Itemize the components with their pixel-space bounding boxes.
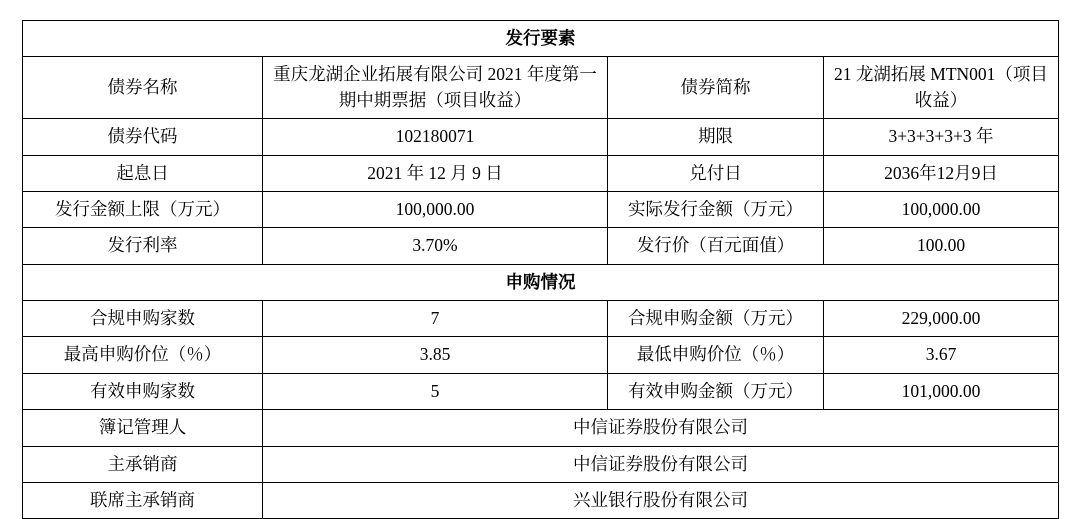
label-joint-lead-underwriter: 联席主承销商 (23, 482, 263, 518)
value-issue-price: 100.00 (824, 228, 1059, 264)
label-bond-name: 债券名称 (23, 57, 263, 119)
value-bookrunner: 中信证券股份有限公司 (263, 410, 1059, 446)
label-issue-rate: 发行利率 (23, 228, 263, 264)
value-compliant-subscription-amount: 229,000.00 (824, 301, 1059, 337)
label-compliant-subscription-amount: 合规申购金额（万元） (608, 301, 824, 337)
value-highest-bid-rate: 3.85 (263, 337, 608, 373)
table-row (23, 191, 1059, 227)
section-header-subscription: 申购情况 (23, 264, 1059, 300)
label-maturity-date: 兑付日 (608, 155, 824, 191)
label-lead-underwriter: 主承销商 (23, 446, 263, 482)
label-actual-issue-amount: 实际发行金额（万元） (608, 191, 824, 227)
value-term: 3+3+3+3+3 年 (824, 119, 1059, 155)
label-valid-subscriber-count: 有效申购家数 (23, 373, 263, 409)
table-row (23, 228, 1059, 264)
table-row (23, 301, 1059, 337)
value-lowest-bid-rate: 3.67 (824, 337, 1059, 373)
label-highest-bid-rate: 最高申购价位（％） (23, 337, 263, 373)
label-valid-subscription-amount: 有效申购金额（万元） (608, 373, 824, 409)
value-lead-underwriter: 中信证券股份有限公司 (263, 446, 1059, 482)
table-row (23, 21, 1059, 57)
table-row (23, 410, 1059, 446)
label-issue-price: 发行价（百元面值） (608, 228, 824, 264)
value-value-date: 2021 年 12 月 9 日 (263, 155, 608, 191)
value-compliant-subscriber-count: 7 (263, 301, 608, 337)
table-row (23, 373, 1059, 409)
label-issue-cap: 发行金额上限（万元） (23, 191, 263, 227)
table-row (23, 264, 1059, 300)
table-row (23, 119, 1059, 155)
label-lowest-bid-rate: 最低申购价位（％） (608, 337, 824, 373)
value-issue-cap: 100,000.00 (263, 191, 608, 227)
value-bond-name: 重庆龙湖企业拓展有限公司 2021 年度第一期中期票据（项目收益） (263, 57, 608, 119)
label-compliant-subscriber-count: 合规申购家数 (23, 301, 263, 337)
label-bond-code: 债券代码 (23, 119, 263, 155)
value-maturity-date: 2036年12月9日 (824, 155, 1059, 191)
label-bookrunner: 簿记管理人 (23, 410, 263, 446)
value-joint-lead-underwriter: 兴业银行股份有限公司 (263, 482, 1059, 518)
value-valid-subscriber-count: 5 (263, 373, 608, 409)
table-row (23, 482, 1059, 518)
bond-issuance-table (22, 20, 1059, 519)
value-bond-code: 102180071 (263, 119, 608, 155)
value-valid-subscription-amount: 101,000.00 (824, 373, 1059, 409)
table-row (23, 446, 1059, 482)
table-row (23, 155, 1059, 191)
section-header-issuance: 发行要素 (23, 21, 1059, 57)
label-term: 期限 (608, 119, 824, 155)
label-bond-short-name: 债券简称 (608, 57, 824, 119)
label-value-date: 起息日 (23, 155, 263, 191)
value-actual-issue-amount: 100,000.00 (824, 191, 1059, 227)
table-row (23, 337, 1059, 373)
value-bond-short-name: 21 龙湖拓展 MTN001（项目收益） (824, 57, 1059, 119)
table-row (23, 57, 1059, 119)
value-issue-rate: 3.70% (263, 228, 608, 264)
